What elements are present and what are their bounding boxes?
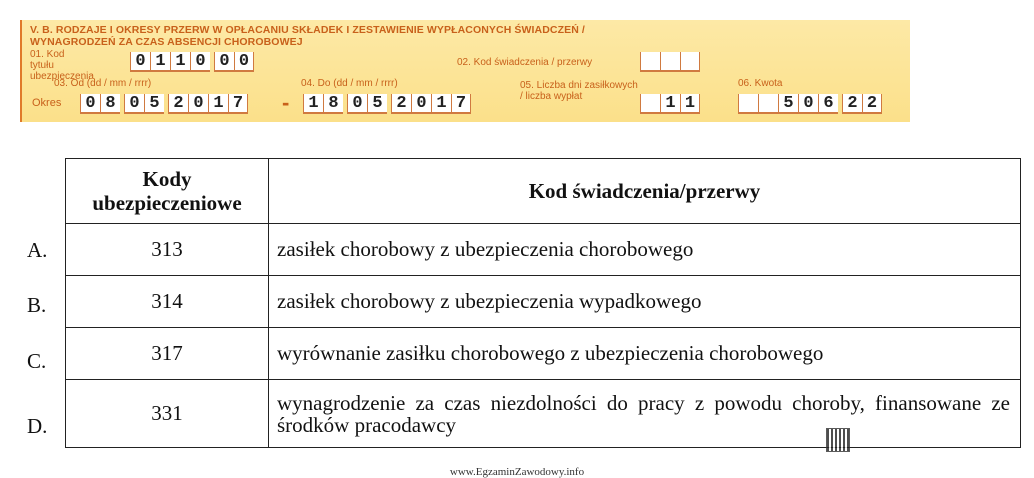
digit-cell: 0 xyxy=(347,94,367,114)
kod-tytulu-field[interactable] xyxy=(130,52,254,72)
row-code: 331 xyxy=(66,380,269,448)
header-kody: Kody ubezpieczeniowe xyxy=(66,159,269,224)
footer-url: www.EgzaminZawodowy.info xyxy=(449,466,585,478)
digit-cell xyxy=(680,52,700,72)
digit-cell: 1 xyxy=(680,94,700,114)
digit-cell xyxy=(758,94,778,114)
digit-cell: 7 xyxy=(451,94,471,114)
digit-cell: 1 xyxy=(303,94,323,114)
digit-cell: 8 xyxy=(323,94,343,114)
digit-cell: 0 xyxy=(234,52,254,72)
form-header-line2: WYNAGRODZEŃ ZA CZAS ABSENCJI CHOROBOWEJ xyxy=(30,36,303,48)
label-okres: Okres xyxy=(32,97,62,109)
label-liczba-dni: 05. Liczba dni zasiłkowych / liczba wypłat xyxy=(520,80,638,102)
digit-cell: 0 xyxy=(124,94,144,114)
qr-code-icon xyxy=(826,428,850,452)
digit-cell: 0 xyxy=(188,94,208,114)
label-kod-swiadczenia: 02. Kod świadczenia / przerwy xyxy=(457,57,593,68)
od-date-field[interactable] xyxy=(80,94,248,114)
row-desc: zasiłek chorobowy z ubezpieczenia wypadkowego xyxy=(269,276,1021,328)
digit-cell xyxy=(640,94,660,114)
row-desc: zasiłek chorobowy z ubezpieczenia chorobowego xyxy=(269,224,1021,276)
digit-cell: 0 xyxy=(411,94,431,114)
label-kod-tytulu: 01. Kod tytułu ubezpieczenia xyxy=(30,49,94,82)
table-header-row xyxy=(66,159,1021,224)
digit-cell: 8 xyxy=(100,94,120,114)
row-code: 313 xyxy=(66,224,269,276)
digit-cell: 1 xyxy=(150,52,170,72)
do-date-field[interactable] xyxy=(303,94,471,114)
answer-letter-c: C. xyxy=(27,349,47,373)
digit-cell: 0 xyxy=(214,52,234,72)
row-code: 314 xyxy=(66,276,269,328)
table-row xyxy=(66,224,1021,276)
row-desc: wynagrodzenie za czas niezdolności do pracy z powodu choroby, finansowane ze środków pracodawcy xyxy=(269,380,1021,448)
answer-letter-d: D. xyxy=(27,414,48,438)
digit-cell xyxy=(640,52,660,72)
kwota-field[interactable] xyxy=(738,94,882,114)
digit-cell: 6 xyxy=(818,94,838,114)
label-od: 03. Od (dd / mm / rrrr) xyxy=(54,78,152,89)
kod-swiadczenia-field[interactable] xyxy=(640,52,700,72)
table-row xyxy=(66,380,1021,448)
row-code: 317 xyxy=(66,328,269,380)
digit-cell: 0 xyxy=(80,94,100,114)
label-kwota: 06. Kwota xyxy=(738,78,783,89)
form-header-line1: V. B. RODZAJE I OKRESY PRZERW W OPŁACANIU SKŁADEK I ZESTAWIENIE WYPŁACONYCH ŚWIADCZEŃ / xyxy=(30,24,585,36)
digit-cell: 2 xyxy=(842,94,862,114)
digit-cell: 5 xyxy=(778,94,798,114)
digit-cell: 2 xyxy=(168,94,188,114)
digit-cell xyxy=(660,52,680,72)
digit-cell: 2 xyxy=(862,94,882,114)
digit-cell: 5 xyxy=(144,94,164,114)
digit-cell: 2 xyxy=(391,94,411,114)
digit-cell: 0 xyxy=(798,94,818,114)
table-row xyxy=(66,276,1021,328)
digit-cell: 1 xyxy=(431,94,451,114)
date-dash: - xyxy=(282,90,290,115)
digit-cell xyxy=(738,94,758,114)
table-row xyxy=(66,328,1021,380)
zus-form-fragment xyxy=(20,20,910,122)
digit-cell: 1 xyxy=(208,94,228,114)
answer-letter-b: B. xyxy=(27,293,47,317)
digit-cell: 1 xyxy=(170,52,190,72)
digit-cell: 0 xyxy=(190,52,210,72)
digit-cell: 7 xyxy=(228,94,248,114)
digit-cell: 1 xyxy=(660,94,680,114)
row-desc: wyrównanie zasiłku chorobowego z ubezpieczenia chorobowego xyxy=(269,328,1021,380)
digit-cell: 0 xyxy=(130,52,150,72)
answer-letter-a: A. xyxy=(27,238,48,262)
form-border xyxy=(20,20,22,122)
liczba-dni-field[interactable] xyxy=(640,94,700,114)
digit-cell: 5 xyxy=(367,94,387,114)
codes-table xyxy=(65,158,1021,448)
form-header xyxy=(30,24,585,48)
label-do: 04. Do (dd / mm / rrrr) xyxy=(301,78,398,89)
header-kod-swiadczenia: Kod świadczenia/przerwy xyxy=(269,159,1021,224)
